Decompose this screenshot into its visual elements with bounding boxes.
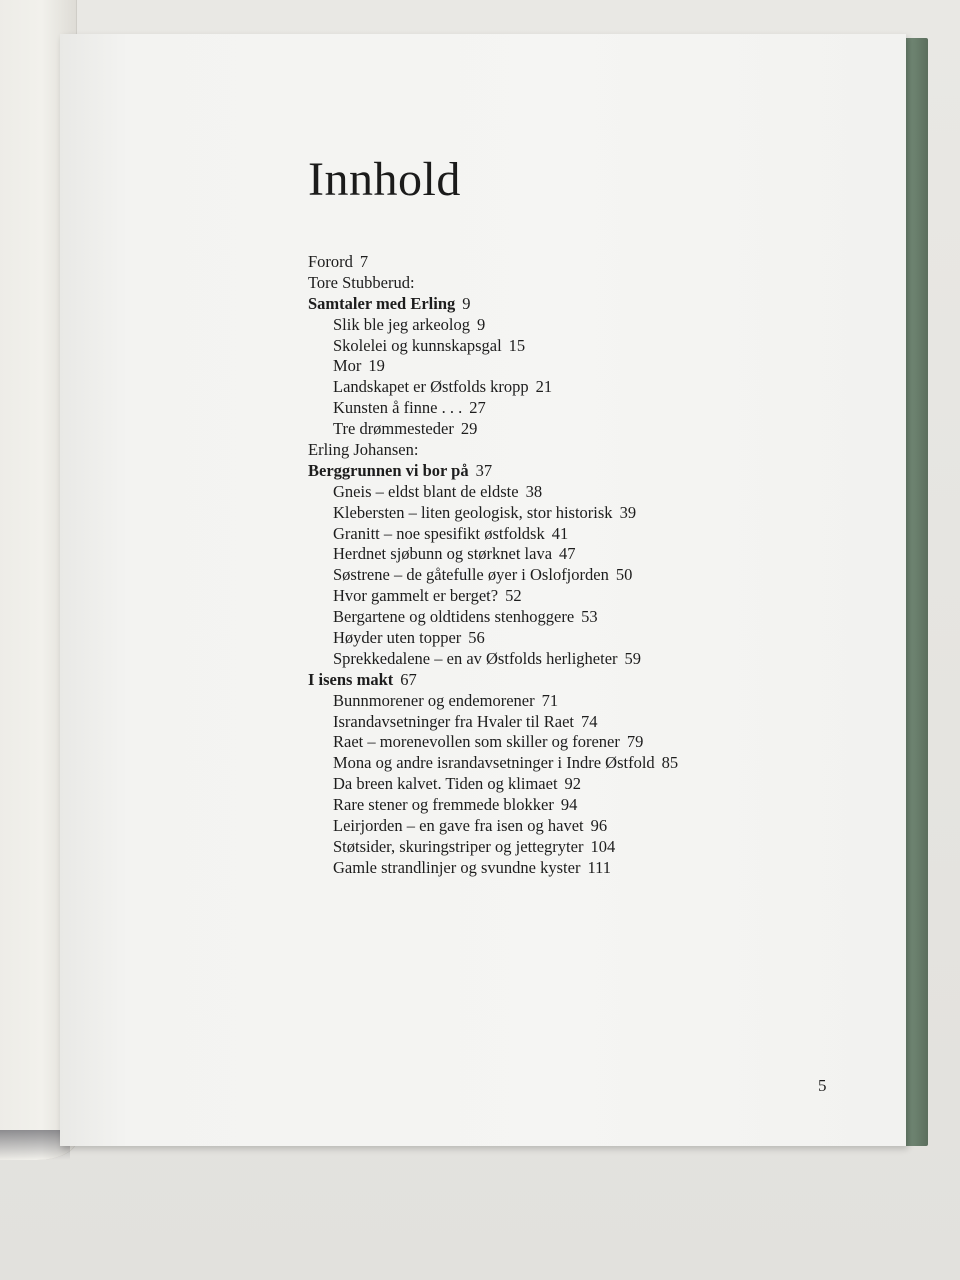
toc-entry-title: Kunsten å finne . . . (333, 398, 463, 418)
toc-entry (308, 858, 868, 879)
toc-entry-title: Slik ble jeg arkeolog (333, 314, 471, 334)
toc-entry (308, 607, 868, 628)
toc-entry (308, 461, 868, 482)
toc-entry-page: 15 (508, 335, 526, 355)
toc-entry (308, 753, 868, 774)
toc-entry (308, 586, 868, 607)
toc-entry-title: Erling Johansen: (308, 440, 419, 460)
toc-entry (308, 670, 868, 691)
toc-entry (308, 712, 868, 733)
toc-entry-page: 37 (475, 460, 493, 480)
toc-entry (308, 732, 868, 753)
toc-entry (308, 816, 868, 837)
toc-entry-page: 67 (400, 669, 417, 689)
toc-entry-page: 104 (590, 836, 616, 856)
toc-entry-page: 56 (468, 628, 485, 648)
toc-entry-title: Samtaler med Erling (308, 293, 456, 313)
toc-entry-title: Sprekkedalene – en av Østfolds herligheter (333, 648, 618, 668)
toc-entry-page: 79 (626, 732, 644, 752)
toc-entry-title: Gneis – eldst blant de eldste (333, 481, 519, 501)
toc-entry-title: Rare stener og fremmede blokker (333, 795, 554, 815)
toc-entry (308, 398, 868, 419)
toc-entry (308, 377, 868, 398)
toc-entry-title: Tre drømmesteder (333, 419, 454, 439)
toc-entry (308, 524, 868, 545)
toc-entry (308, 649, 868, 670)
toc-entry-page: 52 (505, 586, 522, 606)
toc-entry-title: Bunnmorener og endemorener (333, 690, 535, 710)
toc-entry (308, 503, 868, 524)
toc-entry-page: 111 (587, 857, 611, 877)
toc-entry (308, 273, 868, 294)
toc-entry-title: Leirjorden – en gave fra isen og havet (333, 816, 584, 836)
toc-entry (308, 544, 868, 565)
toc-entry (308, 252, 868, 273)
toc-entry (308, 691, 868, 712)
toc-entry-page: 27 (469, 398, 486, 418)
toc-entry-page: 29 (460, 419, 478, 439)
toc-entry-title: Støtsider, skuringstriper og jettegryter (333, 836, 584, 856)
toc-entry-title: Mor (333, 356, 362, 376)
page-number: 5 (818, 1076, 827, 1095)
toc-entry (308, 628, 868, 649)
toc-entry-page: 21 (535, 377, 553, 397)
toc-entry-title: Høyder uten topper (333, 628, 462, 648)
toc-entry-title: Søstrene – de gåtefulle øyer i Oslofjorden (333, 565, 609, 585)
toc-entry-title: Landskapet er Østfolds kropp (333, 377, 529, 397)
toc-entry-page: 71 (541, 690, 559, 710)
toc-entry-title: Bergartene og oldtidens stenhoggere (333, 607, 575, 627)
toc-entry-title: Skolelei og kunnskapsgal (333, 335, 502, 355)
contents-page (60, 34, 906, 1146)
toc-entry (308, 419, 868, 440)
toc-entry-page: 74 (580, 711, 598, 731)
toc-entry (308, 774, 868, 795)
toc-entry (308, 315, 868, 336)
toc-entry-page: 41 (551, 523, 569, 543)
toc-entry-page: 50 (615, 565, 633, 585)
toc-entry (308, 482, 868, 503)
toc-entry-title: Hvor gammelt er berget? (333, 586, 499, 606)
toc-entry-page: 9 (477, 314, 486, 334)
toc-entry-page: 92 (564, 774, 582, 794)
toc-entry-title: I isens makt (308, 669, 394, 689)
toc-entry (308, 565, 868, 586)
toc-entry-page: 38 (525, 481, 543, 501)
toc-entry-title: Forord (308, 252, 353, 271)
toc-entry-title: Gamle strandlinjer og svundne kyster (333, 857, 581, 877)
page-title: Innhold (308, 153, 461, 206)
toc-entry-page: 19 (368, 356, 385, 376)
toc-entry-title: Berggrunnen vi bor på (308, 460, 469, 480)
table-of-contents (308, 252, 868, 879)
toc-entry (308, 795, 868, 816)
toc-entry-page: 47 (559, 544, 576, 564)
toc-entry (308, 356, 868, 377)
toc-entry (308, 336, 868, 357)
toc-entry-title: Tore Stubberud: (308, 272, 415, 292)
toc-entry-page: 53 (581, 607, 598, 627)
toc-entry (308, 294, 868, 315)
toc-entry-page: 9 (462, 293, 471, 313)
toc-entry-page: 39 (619, 502, 637, 522)
toc-entry-page: 59 (624, 648, 642, 668)
toc-entry-title: Granitt – noe spesifikt østfoldsk (333, 523, 545, 543)
toc-entry-page: 85 (661, 753, 679, 773)
toc-entry-title: Raet – morenevollen som skiller og forener (333, 732, 620, 752)
toc-entry-title: Israndavsetninger fra Hvaler til Raet (333, 711, 574, 731)
toc-entry-page: 94 (560, 795, 578, 815)
toc-entry-title: Da breen kalvet. Tiden og klimaet (333, 774, 558, 794)
toc-entry-title: Klebersten – liten geologisk, stor historisk (333, 502, 613, 522)
toc-entry-page: 7 (359, 252, 369, 271)
toc-entry-title: Mona og andre israndavsetninger i Indre Østfold (333, 753, 655, 773)
toc-entry (308, 837, 868, 858)
toc-entry (308, 440, 868, 461)
toc-entry-title: Herdnet sjøbunn og størknet lava (333, 544, 553, 564)
toc-entry-page: 96 (590, 816, 608, 836)
